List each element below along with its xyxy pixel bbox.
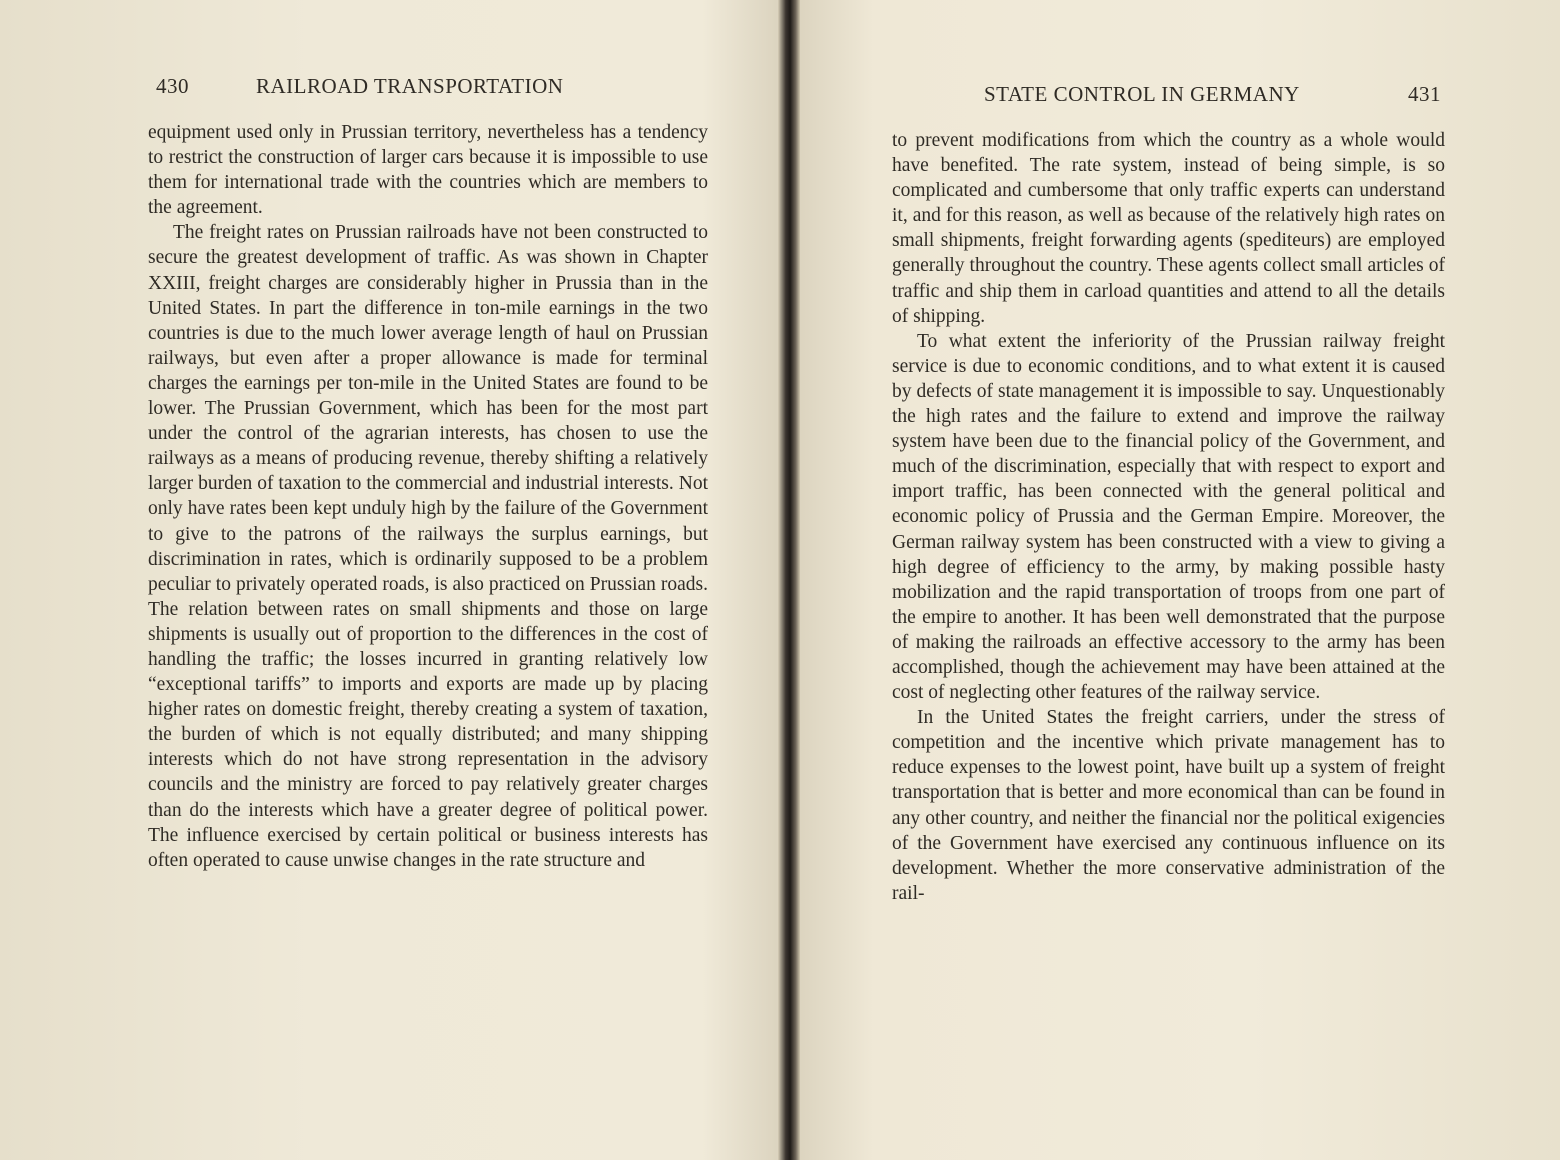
right-page xyxy=(892,0,1445,1160)
running-title-right: STATE CONTROL IN GERMANY xyxy=(984,82,1300,106)
left-page xyxy=(148,0,708,1160)
page-number-left: 430 xyxy=(156,74,189,98)
paragraph: to prevent modifications from which the country as a whole would have benefited. The rate system, instead of being simple, is so complicated and cumbersome that only traffic experts can understand it, and for this reason, as well as because of the relatively high rates on small shipments, freight forwarding agents (spediteurs) are employed generally throughout the country. These agents collect small articles of traffic and ship them in carload quantities and attend to all the details of shipping. xyxy=(892,130,1445,327)
body-text-left xyxy=(148,120,708,873)
paragraph: equipment used only in Prussian territory, nevertheless has a tendency to restrict the construction of larger cars because it is impossible to use them for international trade with the countries which are members to the agreement. xyxy=(148,122,708,219)
body-text-right xyxy=(892,128,1445,906)
running-title-left: RAILROAD TRANSPORTATION xyxy=(256,74,564,98)
book-gutter xyxy=(778,0,800,1160)
page-number-right: 431 xyxy=(1408,82,1441,106)
paragraph: The freight rates on Prussian railroads have not been constructed to secure the greatest development of traffic. As was shown in Chapter XXIII, freight charges are considerably higher in Prussia than in the United States. In part the difference in ton-mile earnings in the two countries is due to the much lower average length of haul on Prussian railways, but even after a proper allowance is made for terminal charges the earnings per ton-mile in the United States are found to be lower. The Prussian Government, which has been for the most part under the control of the agrarian interests, has chosen to use the railways as a means of producing revenue, thereby shifting a relatively larger burden of taxation to the commercial and industrial interests. Not only have rates been kept unduly high by the failure of the Government to give to the patrons of the railways the surplus earnings, but discrimination in rates, which is ordinarily supposed to be a problem peculiar to privately operated roads, is also practiced on Prussian roads. The relation between rates on small shipments and those on large shipments is usually out of proportion to the differences in the cost of handling the traffic; the losses incurred in granting relatively low “exceptional tariffs” to imports and exports are made up by placing higher rates on domestic freight, thereby creating a system of taxation, the burden of which is not equally distributed; and many shipping interests which do not have strong representation in the advisory councils and the ministry are forced to pay relatively greater charges than do the interests which have a greater degree of political power. The influence exercised by certain political or business interests has often operated to cause unwise changes in the rate structure and xyxy=(148,222,708,871)
paragraph: To what extent the inferiority of the Prussian railway freight service is due to economic conditions, and to what extent it is caused by defects of state management it is impossible to say. Unquestionably the high rates and the failure to extend and improve the railway system have been due to the financial policy of the Government, and much of the discrimination, especially that with respect to export and import traffic, has been connected with the general political and economic policy of Prussia and the German Empire. Moreover, the German railway system has been constructed with a view to giving a high degree of efficiency to the army, by making possible hasty mobilization and the rapid transportation of troops from one part of the empire to another. It has been well demonstrated that the purpose of making the railroads an effective accessory to the army has been accomplished, though the achievement may have been attained at the cost of neglecting other features of the railway service. xyxy=(892,330,1445,704)
paragraph: In the United States the freight carriers, under the stress of competition and the incentive which private management has to reduce expenses to the lowest point, have built up a system of freight transportation that is better and more economical than can be found in any other country, and neither the financial nor the political exigencies of the Government have exercised any continuous influence on its development. Whether the more conservative administration of the rail- xyxy=(892,707,1445,904)
